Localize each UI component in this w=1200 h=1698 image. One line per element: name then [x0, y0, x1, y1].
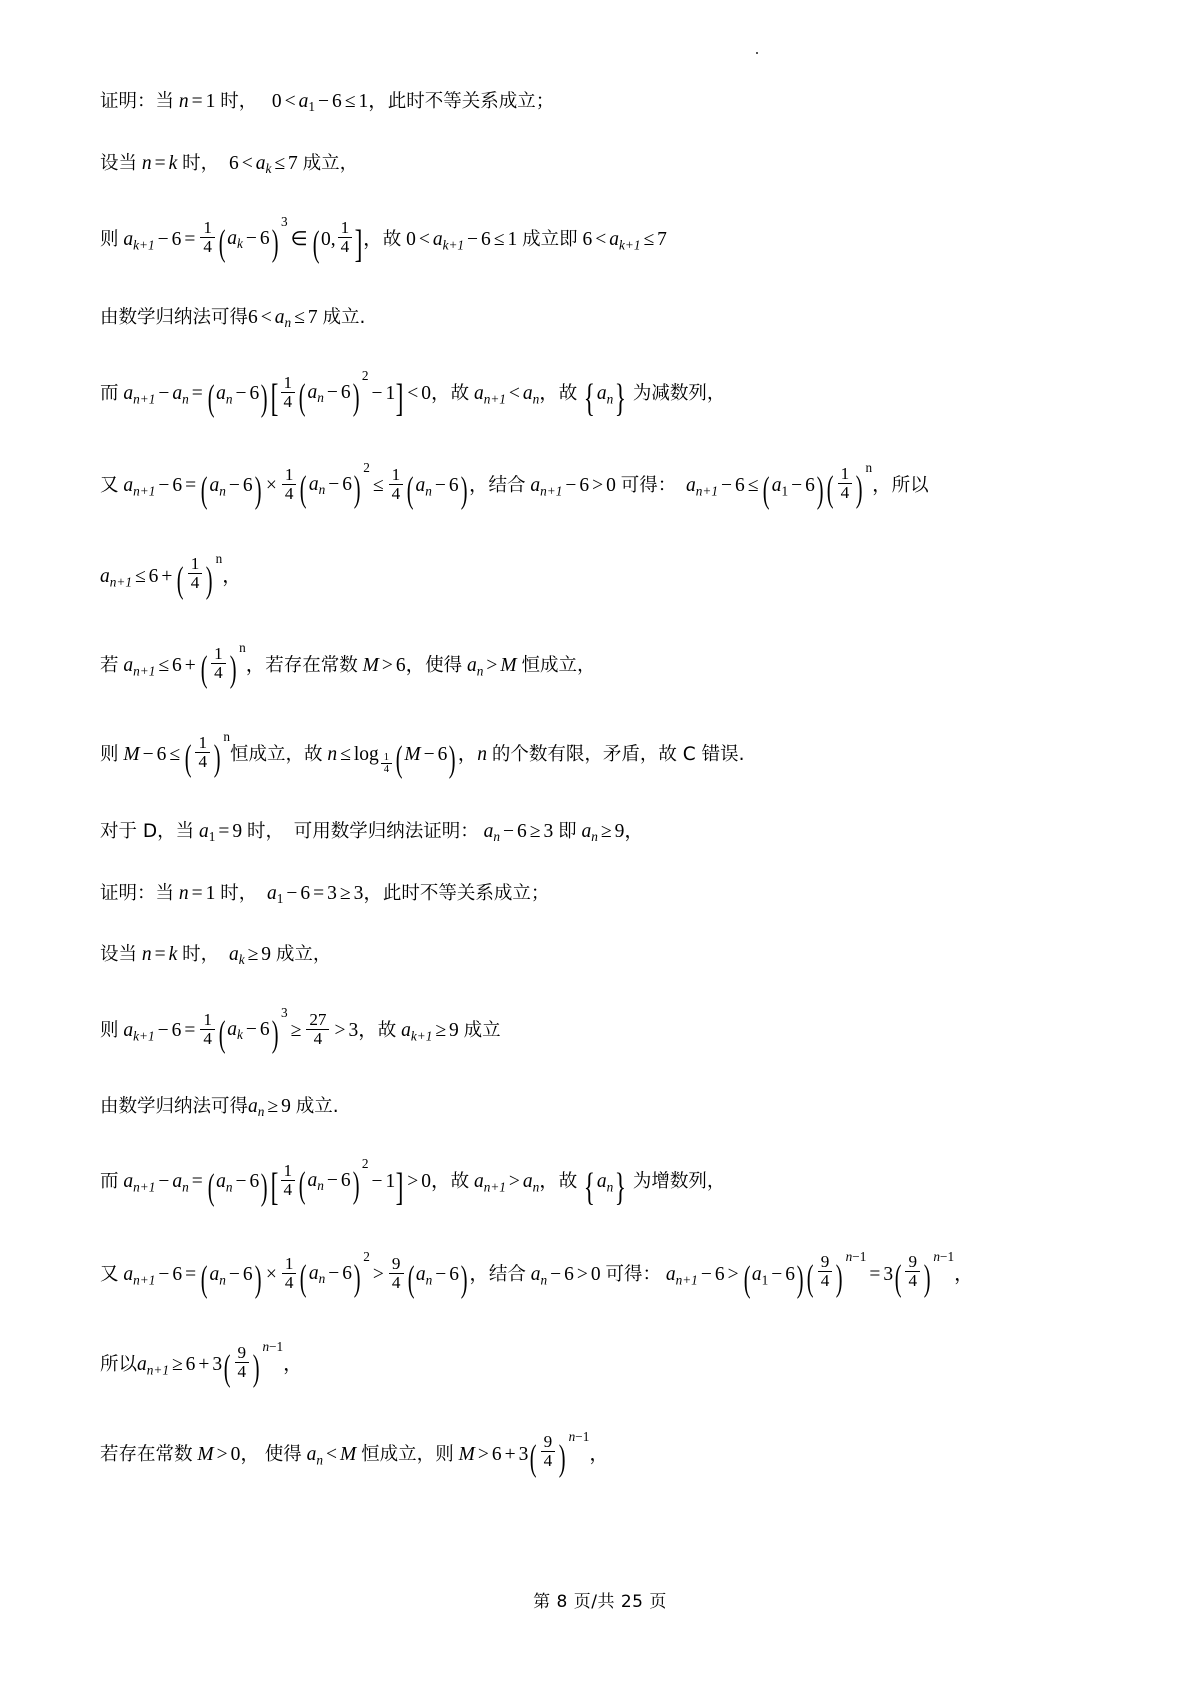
proof-line-18: 若存在常数 M > 0， 使得 $a_n < M$ 恒成立，则 M > 6 + 3( $\frac{9}{4}$ )$^{n-1}$，: [100, 1428, 609, 1479]
proof-line-6: 又 $a_{n+1} - 6 = (a_n - 6)$ × $\frac{1}{4}$ $(a_n - 6)^2\le$ $\frac{1}{4}$ $(a_n - 6)$，结合 $a_{n+1} - 6 > 0$ 可得： $a_{n+1} - 6 \le (a_1 - 6)$( $\frac{1}{4}$ )$^n$，所以: [100, 460, 929, 512]
proof-line-12: 设当 n = k 时， $a_k \ge 9$ 成立，: [100, 944, 332, 968]
proof-line-17: 所以$a_{n+1} \ge 6 + 3$( $\frac{9}{4}$ )$^{n-1}$，: [100, 1339, 303, 1390]
proof-line-5: 而 $a_{n+1} - a_n = (a_n - 6)$[ $\frac{1}{4}$ $(a_n - 6)^2- 1] < 0$，故 $a_{n+1} < a_n$，故 $\{a_n\}$ 为减数列，: [100, 367, 726, 421]
proof-line-10: 对于 D，当 $a_1 = 9$ 时， 可用数学归纳法证明： $a_n - 6 \ge 3$ 即 $a_n \ge 9$，: [100, 820, 644, 845]
proof-line-4: 由数学归纳法可得$6 < a_n \le 7$ 成立.: [100, 306, 366, 331]
proof-line-13: 则 $a_{k+1} - 6$ = $\frac{1}{4}$ $(a_k - 6)^3\ge$ $\frac{27}{4}$ > 3，故 $a_{k+1} \ge 9$ 成立: [100, 1005, 501, 1056]
page-mark-dot: [756, 52, 758, 54]
page-footer: 第 8 页/共 25 页: [533, 1592, 667, 1612]
proof-line-3: 则 $a_{k+1} - 6$ = $\frac{1}{4}$ ($a_k$ − $6)^3\in$ (0, $\frac{1}{4}$ ]，故 $0 < a_{k+1} - 6 \le 1$ 成立即 $6 < a_{k+1} \le 7$: [100, 213, 667, 267]
proof-line-16: 又 $a_{n+1} - 6 = (a_n - 6)$ × $\frac{1}{4}$ $(a_n - 6)^2>$ $\frac{9}{4}$ $(a_n - 6)$，结合 $a_n - 6 > 0$ 可得： $a_{n+1} - 6 > (a_1 - 6)$( $\frac{9}{4}$ )$^{n-1}$= 3( $\frac{9}{4}$ )$^{n-1}$，: [100, 1248, 974, 1300]
proof-line-9: 则 M − 6 ≤ ( $\frac{1}{4}$ )$^n$恒成立，故 n ≤ log $\frac{1}{4}$ (M − 6)，n 的个数有限，矛盾，故 C 错误.: [100, 729, 745, 781]
proof-line-11: 证明：当 n = 1 时， $a_1 - 6 = 3 \ge 3$，此时不等关系成立；: [100, 882, 550, 906]
proof-line-14: 由数学归纳法可得$a_n \ge 9$ 成立.: [100, 1095, 339, 1119]
proof-line-1: 证明：当 n = 1 时， $0 < a_1 - 6 \le 1$，此时不等关系成立；: [100, 91, 555, 115]
proof-line-7: $a_{n+1} \le 6$ + ( $\frac{1}{4}$ )$^n$，: [100, 550, 242, 601]
proof-line-15: 而 $a_{n+1} - a_n = (a_n - 6)$[ $\frac{1}{4}$ $(a_n - 6)^2- 1] > 0$，故 $a_{n+1} > a_n$，故 $\{a_n\}$ 为增数列，: [100, 1156, 726, 1209]
proof-line-8: 若 $a_{n+1} \le 6$ + ( $\frac{1}{4}$ )$^n$，若存在常数 M > 6，使得 $a_n > M$ 恒成立，: [100, 639, 596, 690]
proof-line-2: 设当 n = k 时， $6 < a_k \le 7$ 成立，: [100, 152, 359, 177]
